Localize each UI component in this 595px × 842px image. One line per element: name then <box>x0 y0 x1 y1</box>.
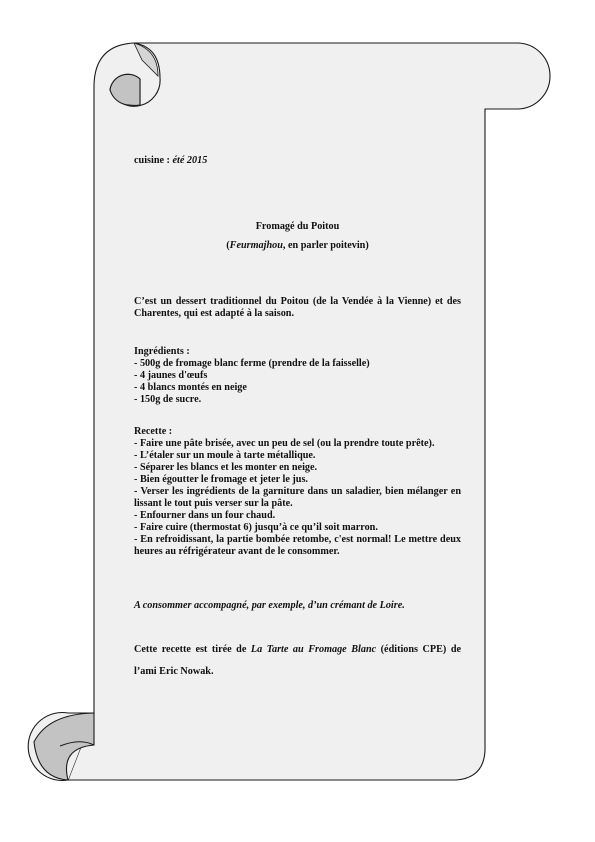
subtitle-open: ( <box>226 240 230 251</box>
recipe-step: - Faire une pâte brisée, avec un peu de sel (ou la prendre toute prête). <box>134 438 435 449</box>
header-date: été 2015 <box>172 155 208 166</box>
recipe-step: - Enfourner dans un four chaud. <box>134 510 276 521</box>
recipe-step: - Séparer les blancs et les monter en neige. <box>134 462 318 473</box>
header-label: cuisine : <box>134 155 170 166</box>
source-book: La Tarte au Fromage Blanc <box>250 644 377 655</box>
ingredient-item: - 150g de sucre. <box>134 394 202 405</box>
recipe-step: - Verser les ingrédients de la garniture dans un saladier, bien mélanger en lissant le tout puis verser sur la pâte. <box>134 486 461 509</box>
ingredient-item: - 500g de fromage blanc ferme (prendre de la faisselle) <box>134 358 370 369</box>
ingredients-heading: Ingrédients : <box>134 346 190 357</box>
ingredients-section <box>134 346 461 406</box>
serving-note: A consommer accompagné, par exemple, d’un crémant de Loire. <box>134 600 405 611</box>
ingredient-item: - 4 jaunes d'œufs <box>134 370 208 381</box>
recipe-heading: Recette : <box>134 426 173 437</box>
subtitle-word: Feurmajhou <box>229 240 283 251</box>
recipe-step: - L’étaler sur un moule à tarte métallique. <box>134 450 316 461</box>
subtitle-rest: , en parler poitevin) <box>282 240 369 251</box>
recipe-section <box>134 426 461 558</box>
recipe-step: - Faire cuire (thermostat 6) jusqu’à ce qu’il soit marron. <box>134 522 378 533</box>
recipe-subtitle <box>134 240 461 252</box>
ingredient-item: - 4 blancs montés en neige <box>134 382 247 393</box>
recipe-title: Fromagé du Poitou <box>255 221 340 232</box>
source-pre: Cette recette est tirée de <box>134 644 251 655</box>
recipe-step: - Bien égoutter le fromage et jeter le jus. <box>134 474 308 485</box>
header <box>134 155 461 167</box>
recipe-step: - En refroidissant, la partie bombée retombe, c'est normal! Le mettre deux heures au réfrigérateur avant de le consommer. <box>134 534 461 557</box>
intro-paragraph: C’est un dessert traditionnel du Poitou (de la Vendée à la Vienne) et des Charentes, qui est adapté à la saison. <box>134 296 461 319</box>
source-note <box>134 639 461 683</box>
source-post: (éditions CPE) de l’ami Eric Nowak. <box>134 644 462 677</box>
